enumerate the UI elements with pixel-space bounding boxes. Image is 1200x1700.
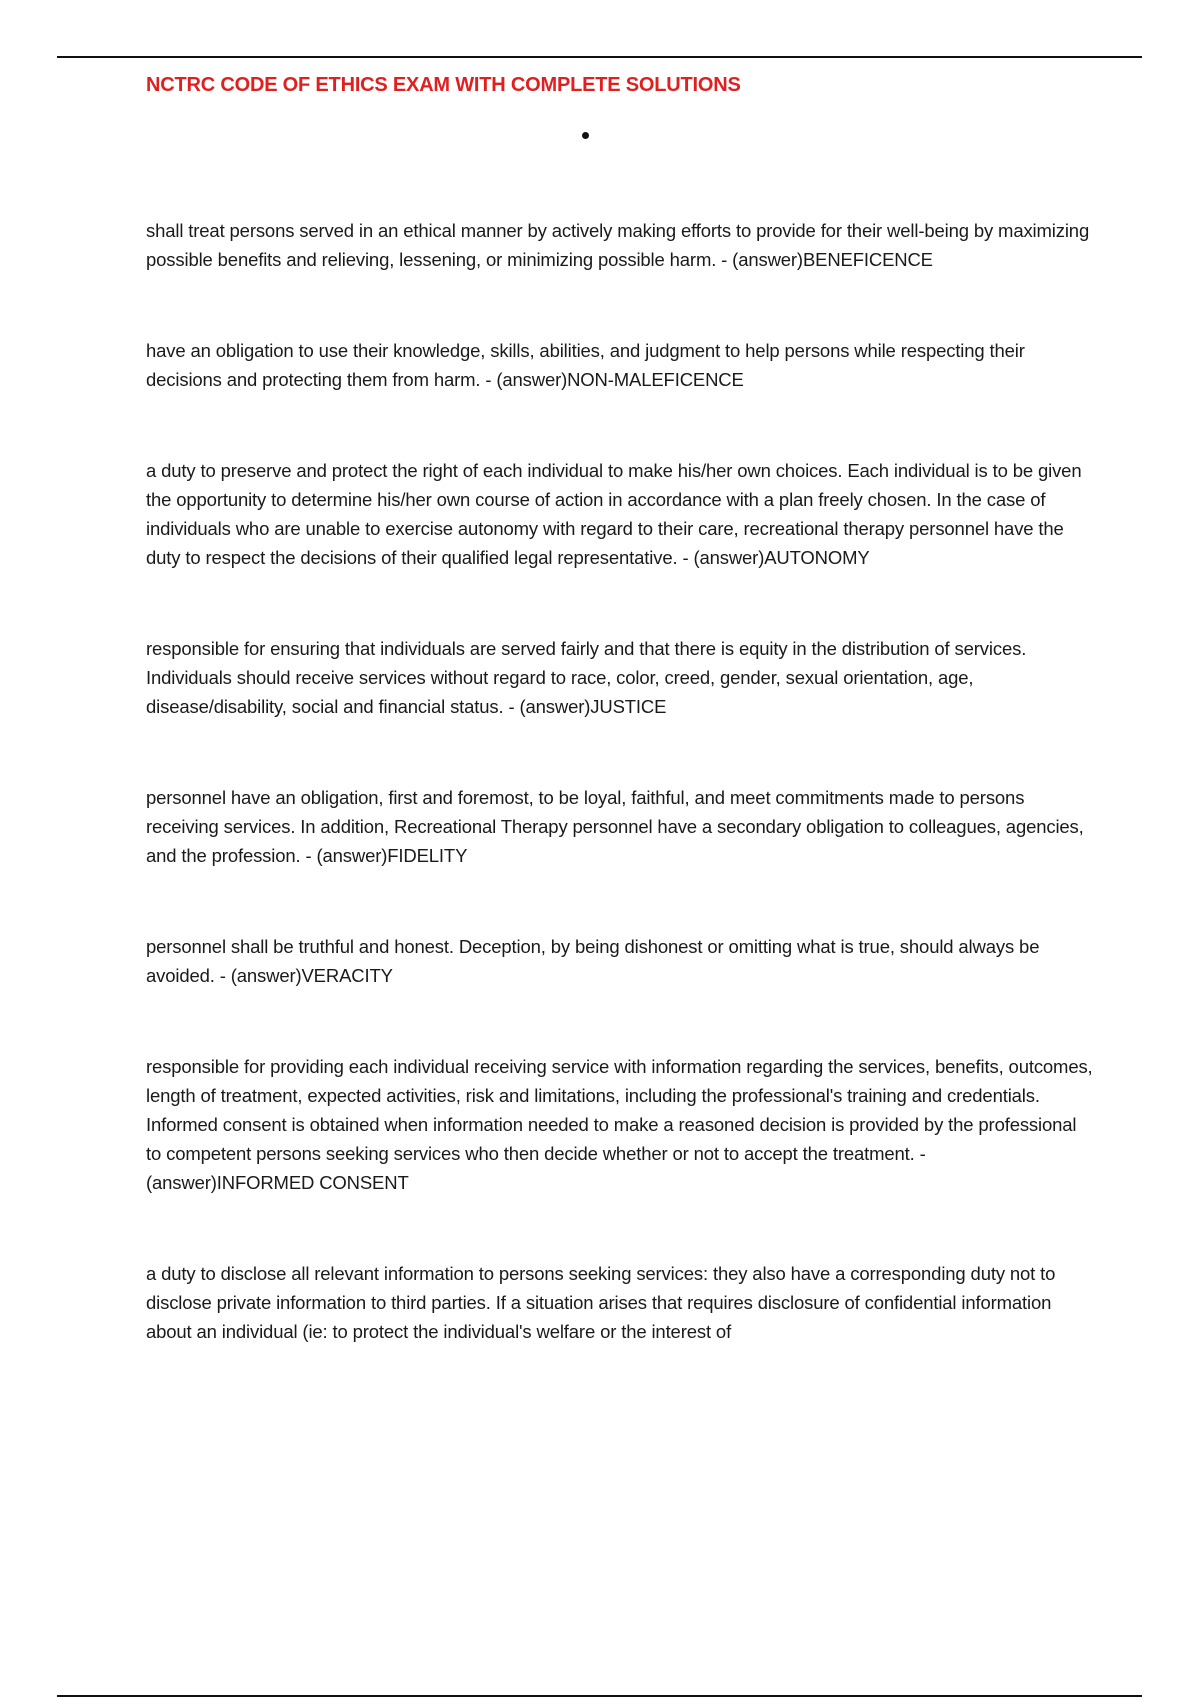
- qa-item-non-maleficence: have an obligation to use their knowledge, skills, abilities, and judgment to help persons while respecting their decisions and protecting them from harm. - (answer)NON-MALEFICENCE: [146, 340, 1025, 390]
- bullet-marker: [582, 132, 589, 139]
- qa-item-autonomy: a duty to preserve and protect the right of each individual to make his/her own choices. Each individual is to be given the opportunity to determine his/her own course of action in accordance with a plan freely chosen. In the case of individuals who are unable to exercise autonomy with regard to their care, recreational therapy personnel have the duty to respect the decisions of their qualified legal representative. - (answer)AUTONOMY: [146, 460, 1082, 568]
- qa-item-beneficence: shall treat persons served in an ethical manner by actively making efforts to provide for their well-being by maximizing possible benefits and relieving, lessening, or minimizing possible harm. - (answer)BENEFICENCE: [146, 220, 1090, 270]
- qa-item-justice: responsible for ensuring that individuals are served fairly and that there is equity in the distribution of services. Individuals should receive services without regard to race, color, creed, gender, sexual orientation, age, disease/disability, social and financial status. - (answer)JUSTICE: [146, 638, 1027, 717]
- question-answer-list: [146, 216, 1096, 1346]
- qa-item-fidelity: personnel have an obligation, first and foremost, to be loyal, faithful, and meet commitments made to persons receiving services. In addition, Recreational Therapy personnel have a secondary obligation to colleagues, agencies, and the profession. - (answer)FIDELITY: [146, 787, 1084, 866]
- qa-item-veracity: personnel shall be truthful and honest. Deception, by being dishonest or omitting what is true, should always be avoided. - (answer)VERACITY: [146, 936, 1040, 986]
- document-title: NCTRC CODE OF ETHICS EXAM WITH COMPLETE SOLUTIONS: [146, 74, 741, 96]
- qa-item-confidentiality: a duty to disclose all relevant information to persons seeking services: they also have a corresponding duty not to disclose private information to third parties. If a situation arises that requires disclosure of confidential information about an individual (ie: to protect the individual's welfare or the interest of: [146, 1263, 1056, 1342]
- qa-item-informed-consent: responsible for providing each individual receiving service with information regarding the services, benefits, outcomes, length of treatment, expected activities, risk and limitations, including the professional's training and credentials. Informed consent is obtained when information needed to make a reasoned decision is provided by the professional to competent persons seeking services who then decide whether or not to accept the treatment. - (answer)INFORMED CONSENT: [146, 1056, 1093, 1193]
- header-rule: [57, 56, 1142, 58]
- footer-rule: [57, 1695, 1142, 1697]
